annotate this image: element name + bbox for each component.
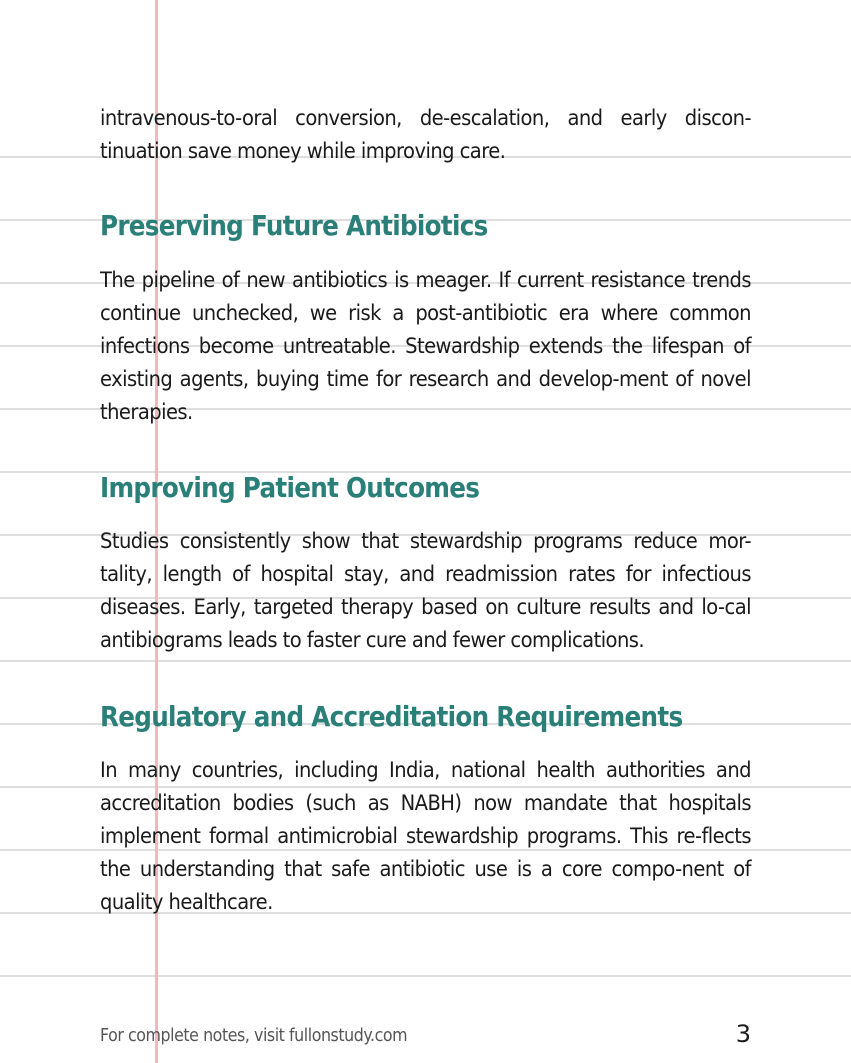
footer-note: For complete notes, visit fullonstudy.com bbox=[100, 1025, 408, 1046]
ruled-line bbox=[0, 975, 851, 977]
heading-regulatory-requirements: Regulatory and Accreditation Requirements bbox=[100, 700, 683, 733]
paragraph-improving-patient-outcomes: Studies consistently show that stewardship programs reduce mor-tality, length of hospital stay, and readmission rates for infectious diseases. Early, targeted therapy based on culture results and lo-cal antibiograms leads to faster cure and fewer complications. bbox=[100, 529, 751, 652]
paragraph-regulatory-requirements: In many countries, including India, national health authorities and accreditation bodies (such as NABH) now mandate that hospitals implement formal antimicrobial stewardship programs. This re-flects the understanding that safe antibiotic use is a core compo-nent of quality healthcare. bbox=[100, 758, 751, 914]
paragraph-preserving-future-antibiotics: The pipeline of new antibiotics is meager. If current resistance trends continue unchecked, we risk a post-antibiotic era where common infections become untreatable. Stewardship extends the lifespan of existing agents, buying time for research and develop-ment of novel therapies. bbox=[100, 268, 751, 424]
intro-paragraph: intravenous-to-oral conversion, de-escalation, and early discon-tinuation save money while improving care. bbox=[100, 106, 751, 163]
ruled-line bbox=[0, 660, 851, 662]
page-number: 3 bbox=[735, 1020, 751, 1048]
heading-improving-patient-outcomes: Improving Patient Outcomes bbox=[100, 471, 480, 504]
heading-preserving-future-antibiotics: Preserving Future Antibiotics bbox=[100, 209, 488, 242]
